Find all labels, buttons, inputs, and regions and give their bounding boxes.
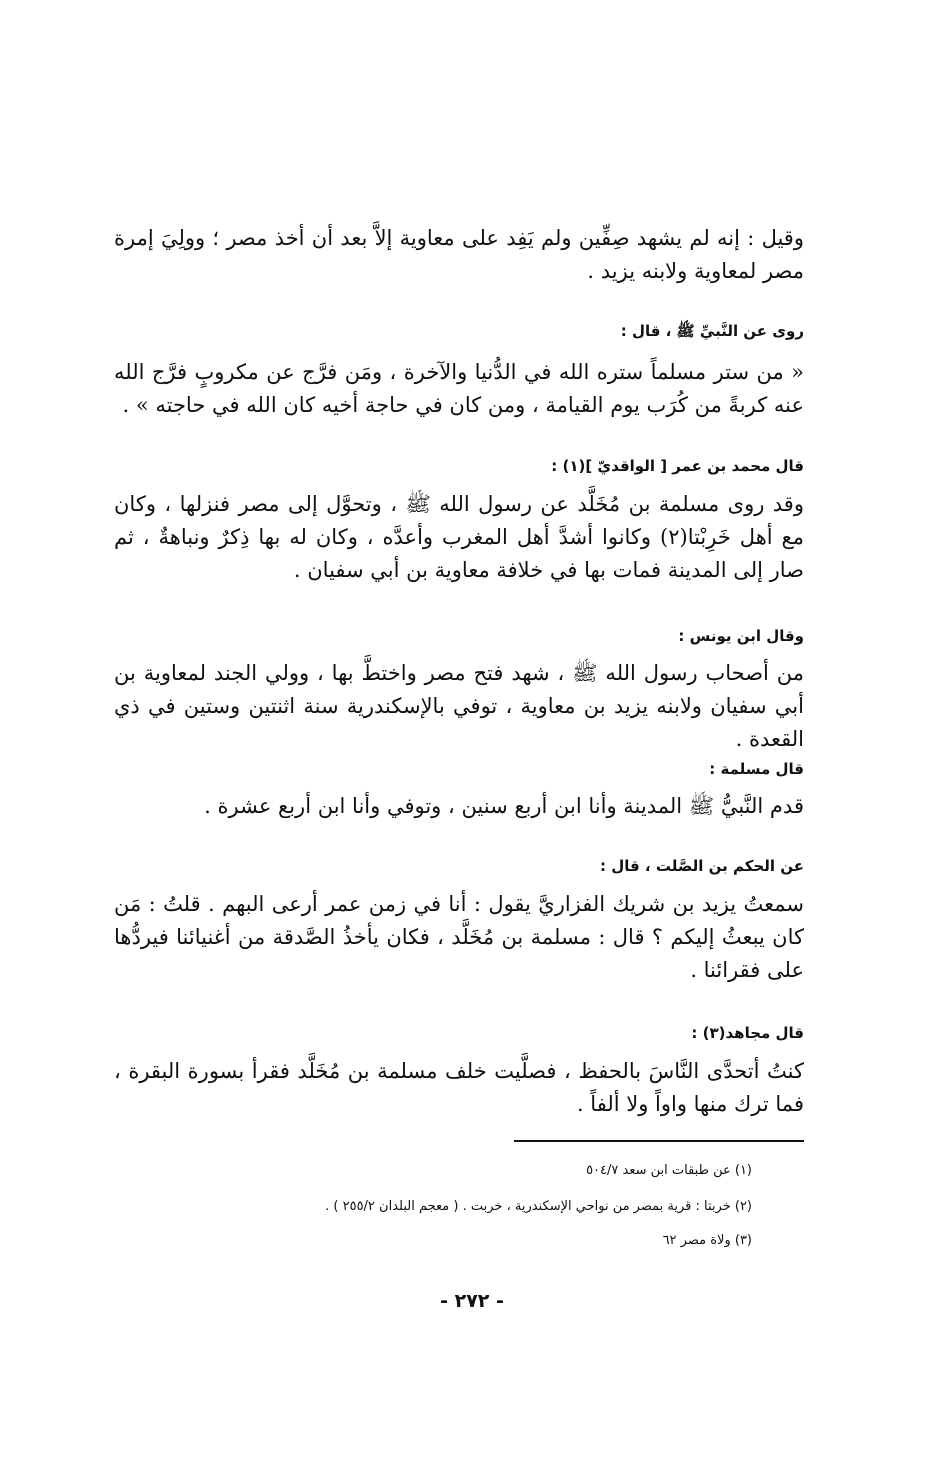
paragraph-intro: وقيل : إنه لم يشهد صِفِّين ولم يَفِد على معاوية إلاَّ بعد أن أخذ مصر ؛ وولِيَ إمرة مصر لمعاوية ولابنه يزيد . xyxy=(114,226,804,283)
paragraph-hadith: « من ستر مسلماً ستره الله في الدُّنيا والآخرة ، ومَن فرَّج عن مكروبٍ فرَّج الله عنه كربةً من كُرَب يوم القيامة ، ومن كان في حاجة أخيه كان الله في حاجته » . xyxy=(114,360,804,417)
heading-waqidi: قال محمد بن عمر [ الواقديّ ](١) : xyxy=(551,457,804,475)
footnote-divider xyxy=(514,1140,804,1142)
paragraph-hakam: سمعتُ يزيد بن شريك الفزاريَّ يقول : أنا في زمن عمر أرعى البهم . قلتُ : مَن كان يبعثُ إليكم ؟ قال : مسلمة بن مُخَلَّد ، فكان يأخذُ الصَّدقة من أغنيائنا فيردُّها على فقرائنا . xyxy=(114,892,804,982)
page-number: - ٢٧٢ - xyxy=(440,1290,504,1312)
heading-maslama: قال مسلمة : xyxy=(709,760,804,778)
paragraph-waqidi: وقد روى مسلمة بن مُخَلَّد عن رسول الله ﷺ ، وتحوَّل إلى مصر فنزلها ، وكان مع أهل خَرِبْتا(٢) وكانوا أشدَّ أهل المغرب وأعدَّه ، وكان له بها ذِكرٌ ونباهةٌ ، ثم صار إلى المدينة فمات بها في خلافة معاوية بن أبي سفيان . xyxy=(114,492,804,582)
heading-narration-prophet: روى عن النَّبيِّ ﷺ ، قال : xyxy=(620,322,804,340)
footnote-2: (٢) خربتا : قرية بمصر من نواحي الإسكندرية ، خربت . ( معجم البلدان ٢٥٥/٢ ) . xyxy=(325,1199,752,1214)
heading-ibn-yunus: وقال ابن يونس : xyxy=(678,627,804,645)
paragraph-mujahid: كنتُ أتحدَّى النَّاسَ بالحفظ ، فصلَّيت خلف مسلمة بن مُخَلَّد فقرأ بسورة البقرة ، فما ترك منها واواً ولا ألفاً . xyxy=(114,1059,804,1116)
footnote-3: (٣) ولاة مصر ٦٢ xyxy=(662,1233,752,1248)
footnote-1: (١) عن طبقات ابن سعد ٥٠٤/٧ xyxy=(586,1163,752,1178)
paragraph-maslama: قدم النَّبيُّ ﷺ المدينة وأنا ابن أربع سنين ، وتوفي وأنا ابن أربع عشرة . xyxy=(204,794,804,818)
heading-hakam: عن الحكم بن الصَّلت ، قال : xyxy=(599,857,804,875)
paragraph-ibn-yunus: من أصحاب رسول الله ﷺ ، شهد فتح مصر واختطَّ بها ، وولي الجند لمعاوية بن أبي سفيان ولابنه يزيد بن معاوية ، توفي بالإسكندرية سنة اثنتين وستين في ذي القعدة . xyxy=(114,661,804,751)
heading-mujahid: قال مجاهد(٣) : xyxy=(691,1024,804,1042)
